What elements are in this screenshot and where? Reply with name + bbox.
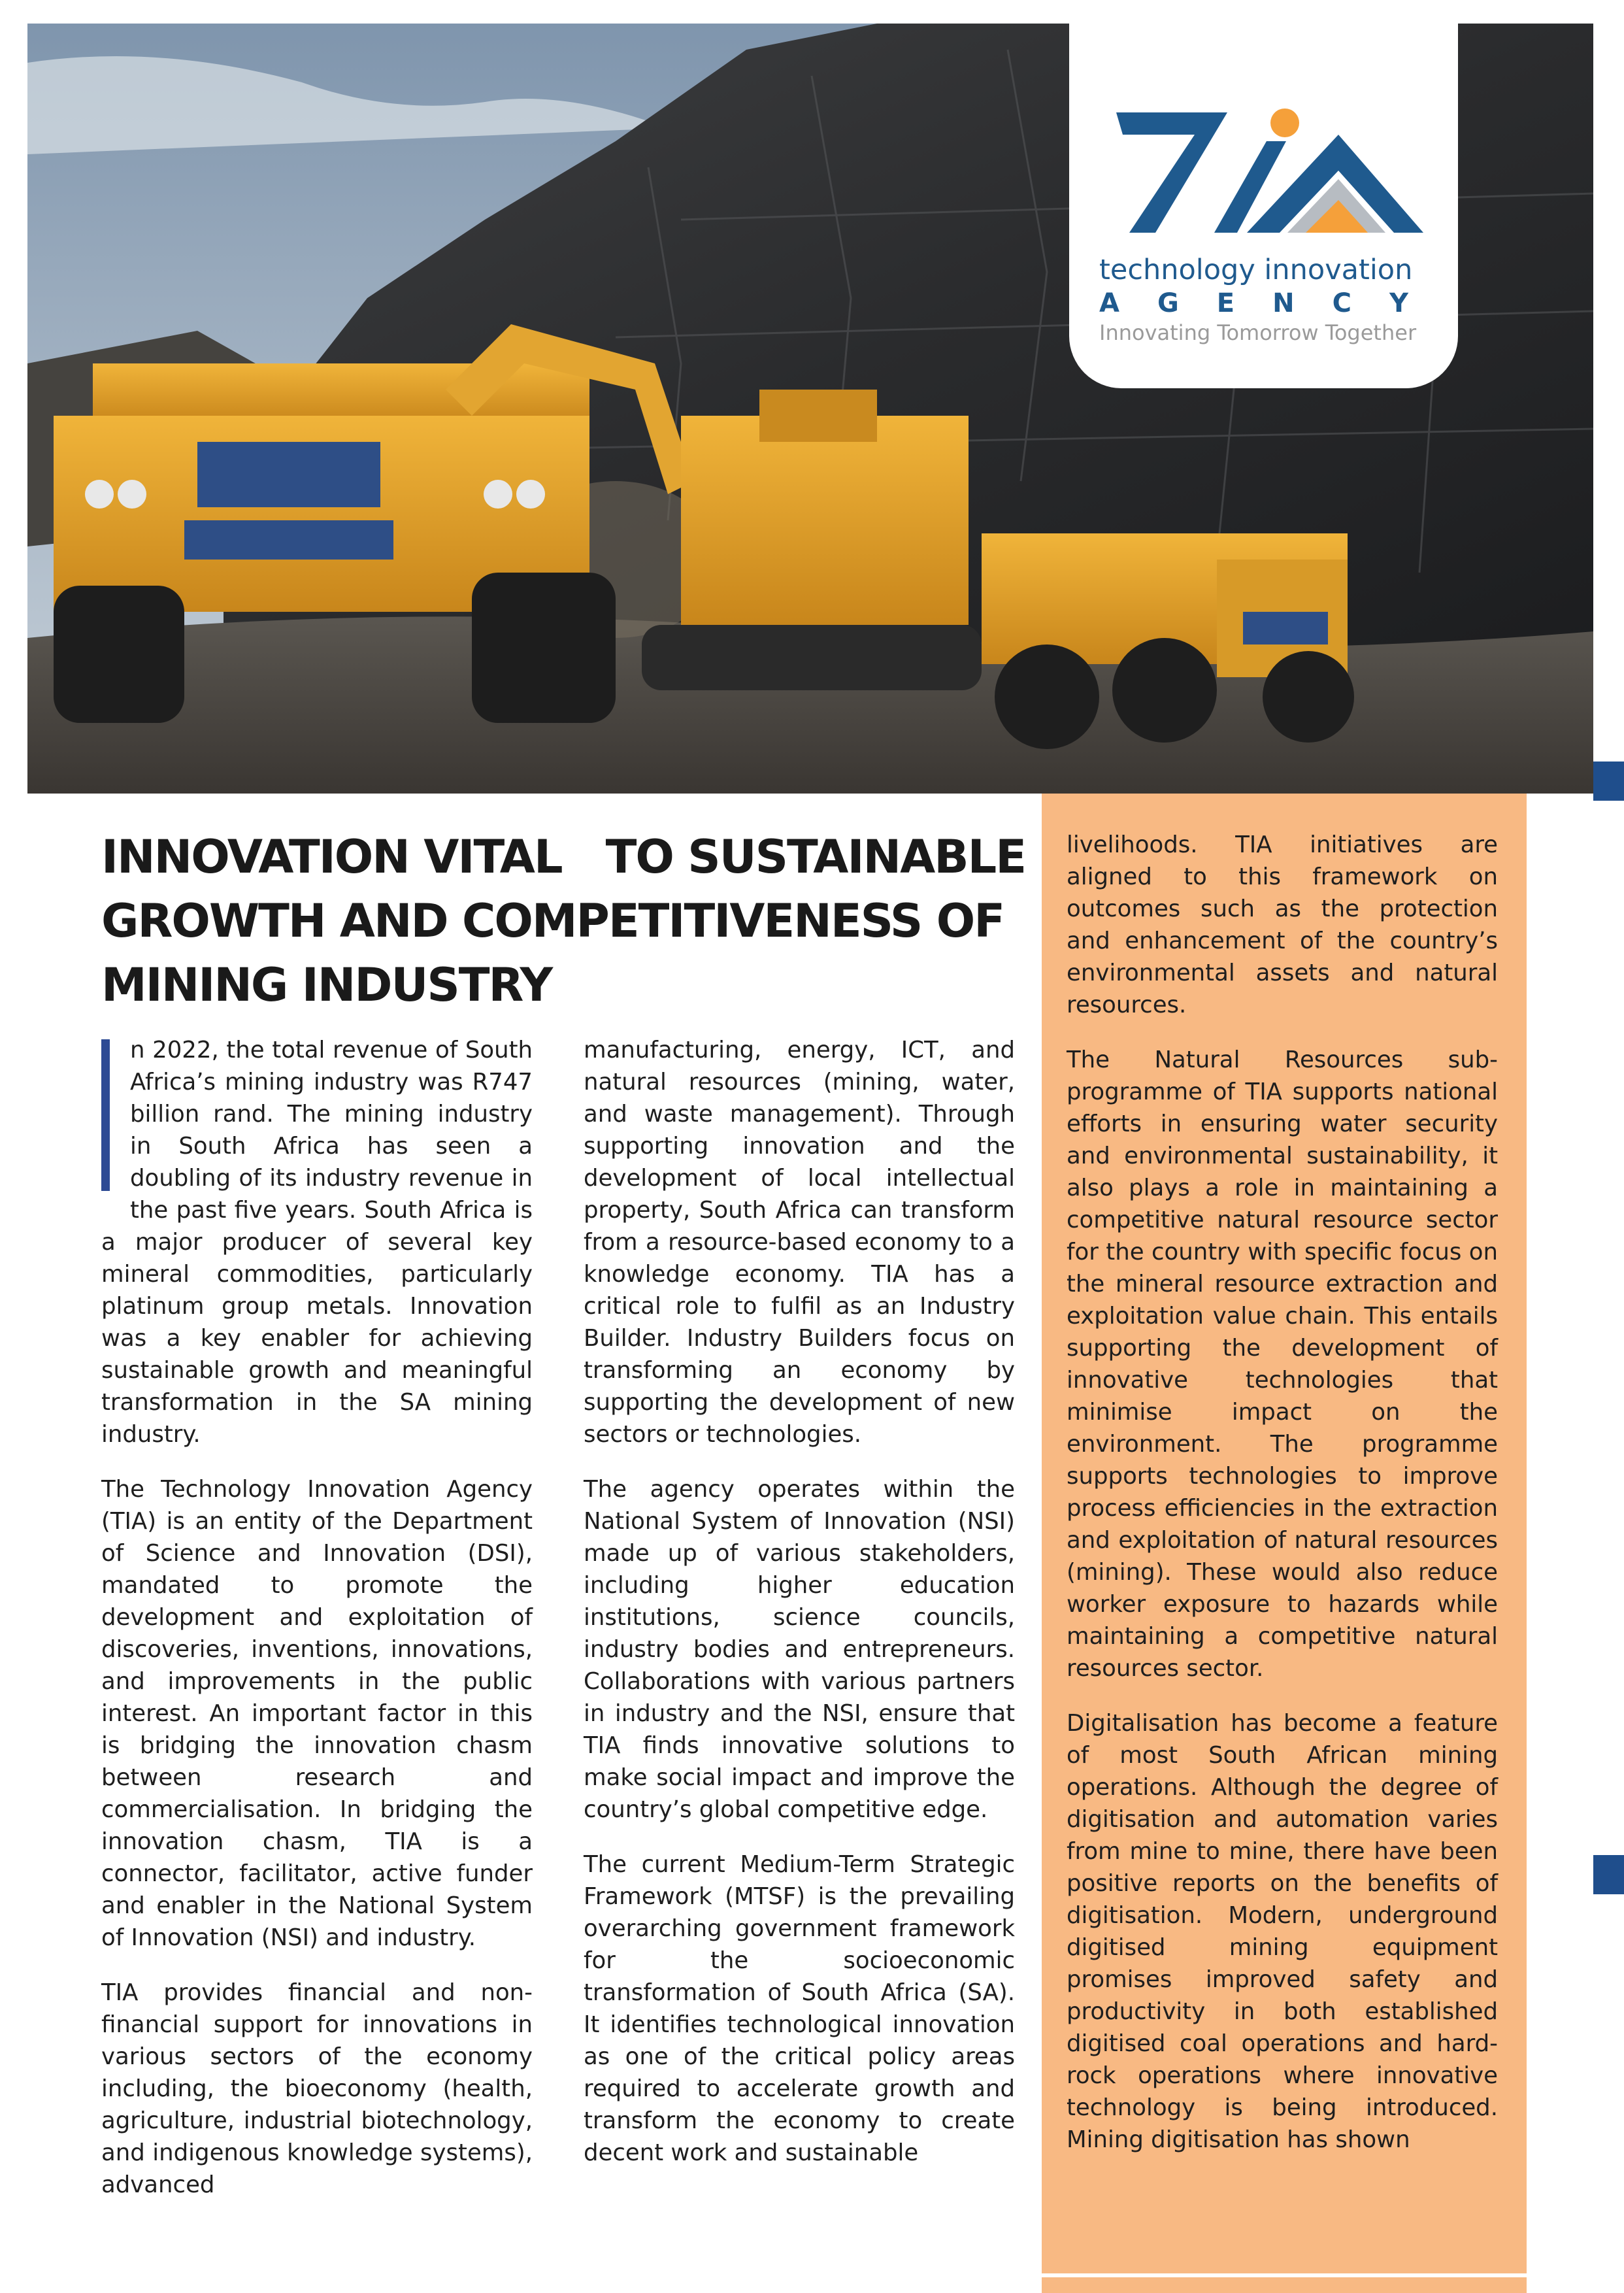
article-column-1 — [101, 1034, 533, 2224]
title-line: GROWTH AND COMPETITIVENESS OF — [101, 894, 1004, 948]
title-line: MINING INDUSTRY — [101, 958, 552, 1012]
paragraph: The Technology Innovation Agency (TIA) is an entity of the Department of Science and Innovation (DSI), mandated to promote the development and exploitation of discoveries, inventions, innovations, and improvements in the public interest. An important factor in this is bridging the innovation chasm between research and commercialisation. In bridging the innovation chasm, TIA is a connector, facilitator, active funder and enabler in the National System of Innovation (NSI) and industry. — [101, 1476, 533, 1951]
paragraph: TIA provides financial and non-financial support for innovations in various sectors of the economy including, the bioeconomy (health, agriculture, industrial biotechnology, and indigenous knowledge systems), advanced — [101, 1979, 533, 2198]
paragraph: livelihoods. TIA initiatives are aligned to this framework on outcomes such as the protection and enhancement of the country’s environmental assets and natural resources. — [1067, 831, 1498, 1018]
dropcap-letter — [101, 1039, 110, 1191]
tia-logo-mark-icon — [1116, 109, 1423, 239]
side-tab-marker — [1593, 1855, 1624, 1894]
paragraph — [101, 1034, 533, 1450]
sidebar-divider — [1042, 2273, 1527, 2277]
paragraph: The agency operates within the National System of Innovation (NSI) made up of various stakeholders, including higher education institutions, science councils, industry bodies and entrepreneurs. Collaborations with various partners in industry and the NSI, ensure that TIA finds innovative solutions to make social impact and improve the country’s global competitive edge. — [584, 1476, 1015, 1823]
logo-tagline: Innovating Tomorrow Together — [1099, 320, 1417, 345]
article-title — [101, 825, 1029, 1017]
tia-logo-card — [1069, 24, 1458, 388]
logo-agency-text: AGENCY — [1099, 288, 1446, 318]
paragraph: The Natural Resources sub-programme of TIA supports national efforts in ensuring water security and environmental sustainability, it also plays a role in maintaining a competitive natural resource sector for the country with specific focus on the mineral resource extraction and exploitation value chain. This entails supporting the development of innovative technologies that minimise impact on the environment. The programme supports technologies to improve process efficiencies in the extraction and exploitation of natural resources (mining). These would also reduce worker exposure to hazards while maintaining a competitive natural resources sector. — [1067, 1046, 1498, 1682]
paragraph-text: n 2022, the total revenue of South Africa’s mining industry was R747 billion rand. The mining industry in South Africa has seen a doubling of its industry revenue in the past five years. South Africa is a major producer of several key mineral commodities, particularly platinum group metals. Innovation was a key enabler for achieving sustainable growth and meaningful transformation in the SA mining industry. — [101, 1037, 533, 1448]
side-tab-marker — [1593, 762, 1624, 801]
article-column-3 — [1067, 829, 1498, 2179]
paragraph: The current Medium-Term Strategic Framework (MTSF) is the prevailing overarching government framework for the socioeconomic transformation of South Africa (SA). It identifies technological innovation as one of the critical policy areas required to accelerate growth and transform the economy to create decent work and sustainable — [584, 1851, 1015, 2166]
article-column-2 — [584, 1034, 1015, 2192]
title-line: INNOVATION VITAL TO SUSTAINABLE — [101, 830, 1026, 884]
dropcap — [101, 1039, 130, 1195]
logo-wordmark: technology innovation — [1099, 254, 1413, 286]
paragraph: manufacturing, energy, ICT, and natural resources (mining, water, and waste management). Through supporting innovation and the development of local intellectual property, South Africa can transform from a resource-based economy to a knowledge economy. TIA has a critical role to fulfil as an Industry Builder. Industry Builders focus on transforming an economy by supporting the development of new sectors or technologies. — [584, 1037, 1015, 1448]
paragraph: Digitalisation has become a feature of most South African mining operations. Although the degree of digitisation and automation varies from mine to mine, there have been positive reports on the benefits of digitisation. Modern, underground digitised mining equipment promises improved safety and productivity in both established digitised coal operations and hard-rock operations where innovative technology is being introduced. Mining digitisation has shown — [1067, 1710, 1498, 2153]
